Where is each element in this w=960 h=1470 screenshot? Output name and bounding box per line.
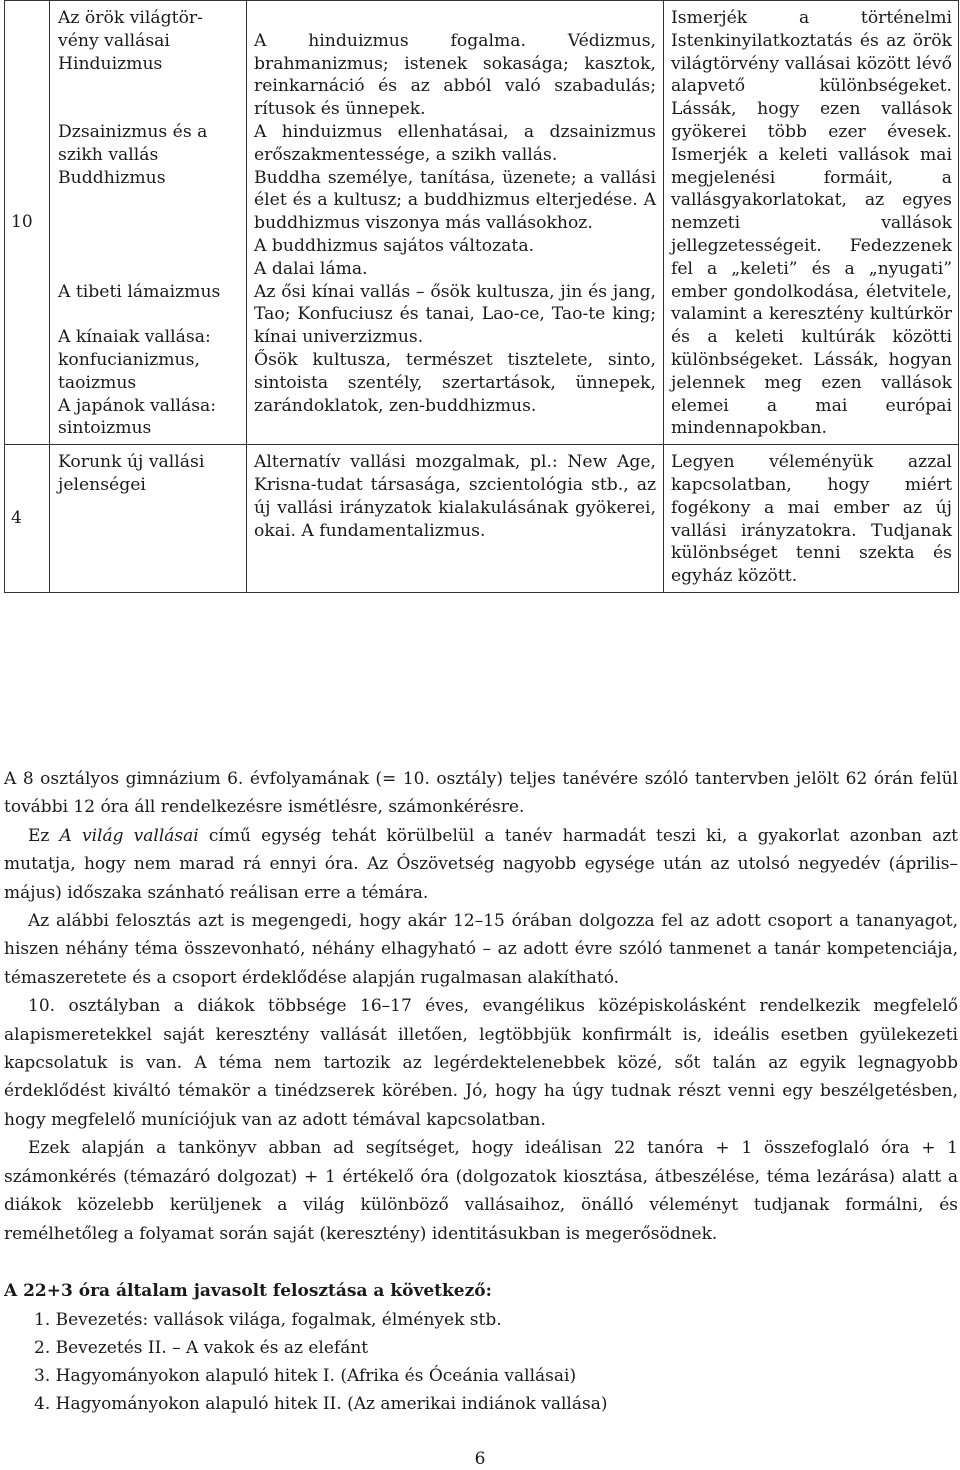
content-cell: Alternatív vallási mozgalmak, pl.: New Age, Krisna-tudat társasága, szcientológia stb., az új vallási irányzatok kialakulásának gyökerei, okai. A fundamentalizmus. [247, 445, 664, 593]
spacer [58, 98, 240, 121]
spacer [58, 258, 240, 281]
paragraph [4, 1134, 958, 1248]
spacer [58, 189, 240, 212]
content-paragraph: Az ősi kínai vallás – ősök kultusza, jin és jang, Tao; Konfuciusz és tanai, Lao-ce, Tao-te king; kínai univerzizmus. [254, 281, 656, 348]
content-paragraph: A hinduizmus ellenhatásai, a dzsainizmus erőszakmentessége, a szikh vallás. [254, 121, 656, 165]
lesson-count: 10 [5, 1, 50, 445]
spacer [254, 7, 656, 30]
topics-cell [50, 1, 247, 445]
paragraph [4, 907, 958, 992]
list-item: 4. Hagyományokon alapuló hitek II. (Az amerikai indiánok vallása) [34, 1394, 608, 1414]
topic-line: vény vallásai [58, 30, 170, 51]
topic-line: sintoizmus [58, 418, 152, 439]
paragraph-text: Ezek alapján a tankönyv abban ad segítséget, hogy ideálisan 22 tanóra + 1 összefoglaló óra + 1 számonkérés (témazáró dolgozat) + 1 értékelő óra (dolgozatok kiosztása, átbeszélése, téma lezárása) alatt a diákok közelebb kerüljenek a világ különböző vallásaihoz, önálló véleményt tudjanak formálni, és remélhetőleg a folyamat során saját (keresztény) identitásukban is megerősödnek. [4, 1138, 958, 1244]
topic-line: Az örök világtör- [58, 8, 203, 28]
paragraph [4, 765, 958, 822]
list-item: 3. Hagyományokon alapuló hitek I. (Afrika és Óceánia vallásai) [34, 1366, 577, 1386]
plan-list [4, 1306, 958, 1418]
page-number: 6 [474, 1449, 486, 1469]
content-paragraph: A hinduizmus fogalma. Védizmus, brahmanizmus; istenek sokasága; kasztok, reinkarnáció és az abból való szabadulás; rítusok és ünnepek. [254, 30, 656, 120]
topic-line: taoizmus [58, 372, 137, 393]
paragraph-text: 10. osztályban a diákok többsége 16–17 éves, evangélikus középiskolásként rendelkezik megfelelő alapismeretekkel saját keresztény vallását illetően, legtöbbjük konfirmált is, ideális esetben gyülekezeti kapcsolatuk is van. A téma nem tartozik az legérdektelenebbek közé, sőt talán az egyik legnagyobb érdeklődést kiváltó témakör a tinédzserek körében. Jó, hogy ha úgy tudnak részt venni egy beszélgetésben, hogy megfelelő muníciójuk van az adott témával kapcsolatban. [4, 996, 958, 1130]
paragraph-text: című egység tehát körülbelül a tanév harmadát teszi ki, a gyakorlat azonban azt mutatja, hogy nem marad rá ennyi óra. Az Ószövetség nagyobb egysége után az utolsó negyedév (április–május) időszaka szánható reálisan erre a témára. [4, 825, 958, 903]
list-item: 1. Bevezetés: vallások világa, fogalmak, élmények stb. [34, 1310, 502, 1330]
topic-line: A japánok vallása: [58, 395, 217, 416]
topic-line: A kínaiak vallása: [58, 327, 211, 348]
body-text [4, 765, 958, 1248]
lesson-count: 4 [5, 445, 50, 593]
paragraph-text: A 8 osztályos gimnázium 6. évfolyamának (= 10. osztály) teljes tanévére szóló tantervben jelölt 62 órán felül további 12 óra áll rendelkezésre ismétlésre, számonkérésre. [4, 769, 958, 818]
table-row [5, 1, 959, 445]
unit-title: A világ vallásai [59, 825, 199, 846]
topics-cell [50, 445, 247, 593]
paragraph [4, 992, 958, 1134]
content-paragraph: Buddha személye, tanítása, üzenete; a vallási élet és a kultusz; a buddhizmus elterjedése. A buddhizmus viszonya más vallásokhoz. [254, 167, 656, 234]
topic-line: Hinduizmus [58, 53, 163, 74]
paragraph [4, 822, 958, 907]
topic-line: Buddhizmus [58, 167, 166, 188]
topic-line: Dzsainizmus és a [58, 121, 208, 142]
spacer [58, 303, 240, 326]
content-paragraph: A dalai láma. [254, 258, 368, 279]
goals-cell: Ismerjék a történelmi Istenkinyilatkoztatás és az örök világtörvény vallásai között lévő alapvető különbségeket. Lássák, hogy ezen vallások gyökerei több ezer évesek. Ismerjék a keleti vallások mai megjelenési formáit, a vallásgyakorlatokat, az egyes nemzeti vallások jellegzetességeit. Fedezzenek fel a „keleti” és a „nyugati” ember gondolkodása, életvitele, valamint a keresztény kultúrkör és a keleti kultúrák közötti különbségeket. Lássák, hogyan jelennek meg ezen vallások elemei a mai európai mindennapokban. [664, 1, 959, 445]
content-paragraph: A buddhizmus sajátos változata. [254, 235, 535, 256]
spacer [58, 75, 240, 98]
topic-line: szikh vallás [58, 144, 159, 165]
topic-line: konfucianizmus, [58, 349, 200, 370]
curriculum-table [4, 0, 959, 593]
plan-heading: A 22+3 óra általam javasolt felosztása a következő: [4, 1281, 492, 1301]
paragraph-text: Ez [28, 825, 60, 846]
topic-line: jelenségei [58, 474, 146, 495]
spacer [58, 235, 240, 258]
content-cell [247, 1, 664, 445]
content-paragraph: Ősök kultusza, természet tisztelete, sinto, sintoista szentély, szertartások, ünnepek, zarándoklatok, zen-buddhizmus. [254, 349, 656, 416]
list-item: 2. Bevezetés II. – A vakok és az elefánt [34, 1338, 369, 1358]
topic-line: Korunk új vallási [58, 452, 205, 473]
spacer [58, 212, 240, 235]
topic-line: A tibeti lámaizmus [58, 281, 221, 302]
goals-cell: Legyen véleményük azzal kapcsolatban, hogy miért fogékony a mai ember az új vallási irányzatokra. Tudjanak különbséget tenni szekta és egyház között. [664, 445, 959, 593]
table-row [5, 445, 959, 593]
paragraph-text: Az alábbi felosztás azt is megengedi, hogy akár 12–15 órában dolgozza fel az adott csoport a tananyagot, hiszen néhány téma összevonható, néhány elhagyható – az adott évre szóló tanmenet a tanár kompetenciája, témaszeretete és a csoport érdeklődése alapján rugalmasan alakítható. [4, 911, 958, 988]
